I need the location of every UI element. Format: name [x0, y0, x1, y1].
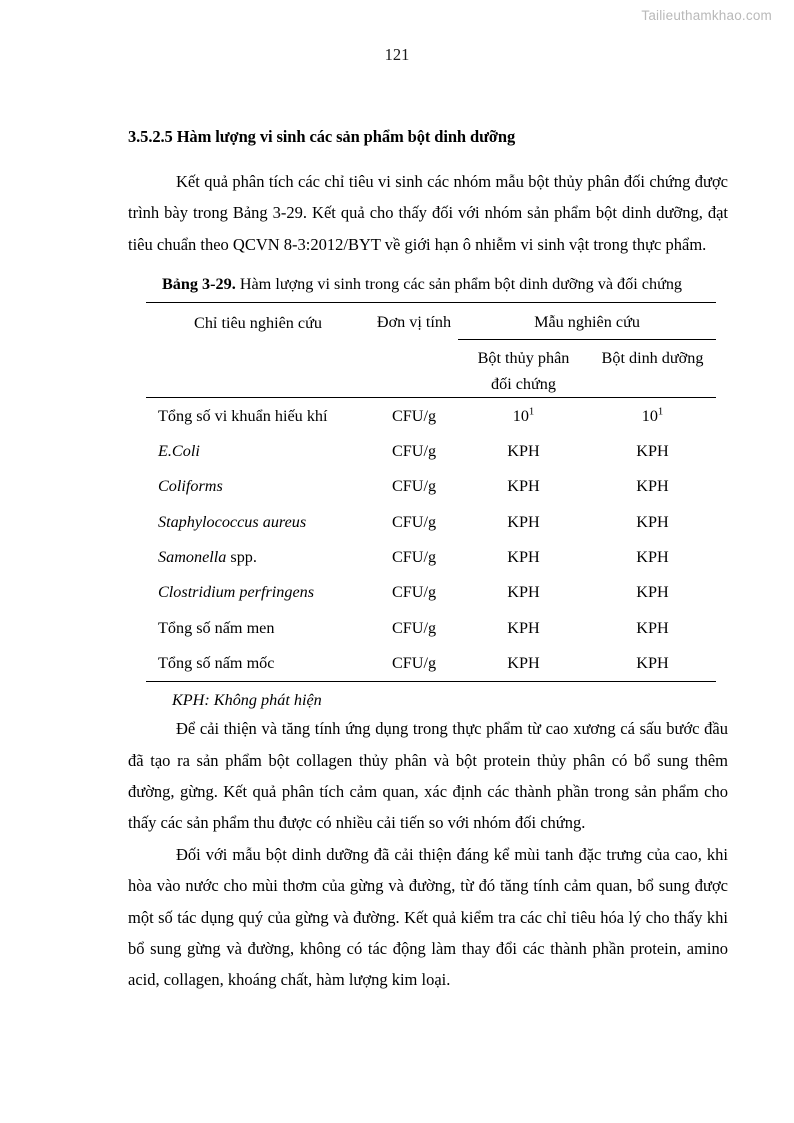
indicator-italic-part: Staphylococcus aureus: [158, 512, 307, 531]
value-base: KPH: [636, 548, 669, 567]
value-base: KPH: [636, 442, 669, 461]
header-sample-group: Mẫu nghiên cứu: [458, 303, 716, 339]
value-base: 10: [641, 406, 658, 425]
table-row: [146, 398, 716, 433]
table-rule-bottom: [146, 681, 716, 682]
row-value-control: [458, 434, 589, 469]
row-indicator-name: [146, 398, 370, 433]
row-unit: CFU/g: [391, 406, 437, 425]
row-indicator-name: [146, 469, 370, 504]
table-row: [146, 504, 716, 539]
indicator-plain-part: Tổng số vi khuẩn hiếu khí: [158, 406, 328, 425]
row-indicator-name: [146, 575, 370, 610]
table-row: [146, 434, 716, 469]
value-base: 10: [512, 406, 529, 425]
value-base: KPH: [636, 477, 669, 496]
row-unit: CFU/g: [391, 512, 437, 531]
row-indicator-name: [146, 540, 370, 575]
row-value-nutrition: [589, 575, 716, 610]
row-unit: CFU/g: [391, 583, 437, 602]
row-value-control: [458, 398, 589, 433]
watermark-text: Tailieuthamkhao.com: [641, 8, 772, 23]
row-value-nutrition: [589, 469, 716, 504]
section-heading: 3.5.2.5 Hàm lượng vi sinh các sản phẩm bột dinh dưỡng: [128, 127, 516, 146]
value-base: KPH: [636, 512, 669, 531]
row-value-control: [458, 469, 589, 504]
row-value-control: [458, 504, 589, 539]
indicator-plain-part: Tổng số nấm mốc: [158, 653, 275, 672]
table-row: [146, 610, 716, 645]
indicator-plain-part: Tổng số nấm men: [158, 618, 275, 637]
table-header-row-1: [146, 303, 716, 339]
indicator-italic-part: Samonella: [158, 548, 227, 567]
table-caption-label: Bảng 3-29.: [162, 274, 236, 293]
row-unit: CFU/g: [391, 618, 437, 637]
row-indicator-name: [146, 434, 370, 469]
paragraph-2: Để cải thiện và tăng tính ứng dụng trong thực phẩm từ cao xương cá sấu bước đầu đã tạo ra sản phẩm bột collagen thủy phân và bột protein thủy phân có bổ sung thêm đường, gừng. Kết quả phân tích cảm quan, xác định các thành phần trong sản phẩm cho thấy các sản phẩm thu được có nhiều cải tiến so với nhóm đối chứng.: [128, 719, 728, 832]
value-base: KPH: [507, 548, 540, 567]
row-indicator-name: [146, 504, 370, 539]
row-value-nutrition: [589, 610, 716, 645]
row-value-nutrition: [589, 645, 716, 681]
row-indicator-name: [146, 645, 370, 681]
value-base: KPH: [636, 583, 669, 602]
page-number: 121: [384, 45, 410, 64]
row-value-control: [458, 645, 589, 681]
table-caption-text: Hàm lượng vi sinh trong các sản phẩm bột dinh dưỡng và đối chứng: [235, 274, 683, 293]
row-value-control: [458, 540, 589, 575]
row-unit: CFU/g: [391, 477, 437, 496]
paragraph-3: Đối với mẫu bột dinh dưỡng đã cải thiện đáng kể mùi tanh đặc trưng của cao, khi hòa vào nước cho mùi thơm của gừng và đường, từ đó tăng tính cảm quan, bổ sung được một số tác dụng quý của gừng và đường. Kết quả kiểm tra các chỉ tiêu hóa lý cho thấy khi bổ sung gừng và đường, không có tác động làm thay đổi các thành phần protein, amino acid, collagen, khoáng chất, hàm lượng kim loại.: [128, 845, 728, 989]
page-content: [128, 126, 728, 995]
value-exponent: 1: [657, 405, 664, 418]
rule-line: [146, 681, 716, 682]
row-value-nutrition: [589, 398, 716, 433]
row-value-nutrition: [589, 434, 716, 469]
row-value-nutrition: [589, 504, 716, 539]
value-exponent: 1: [528, 405, 535, 418]
row-unit: CFU/g: [391, 548, 437, 567]
table-row: [146, 469, 716, 504]
header-sub-nutrition-powder: Bột dinh dưỡng: [601, 348, 704, 367]
value-base: KPH: [507, 583, 540, 602]
row-unit: CFU/g: [391, 442, 437, 461]
indicator-italic-part: Clostridium perfringens: [158, 583, 315, 602]
row-indicator-name: [146, 610, 370, 645]
row-unit: CFU/g: [391, 653, 437, 672]
value-base: KPH: [507, 653, 540, 672]
value-base: KPH: [507, 512, 540, 531]
header-indicator: Chỉ tiêu nghiên cứu: [194, 313, 322, 332]
paragraph-1: Kết quả phân tích các chỉ tiêu vi sinh các nhóm mẫu bột thủy phân đối chứng được trình bày trong Bảng 3-29. Kết quả cho thấy đối với nhóm sản phẩm bột dinh dưỡng, đạt tiêu chuẩn theo QCVN 8-3:2012/BYT về giới hạn ô nhiễm vi sinh vật trong thực phẩm.: [128, 172, 728, 254]
indicator-plain-part: spp.: [226, 548, 257, 567]
table-row: [146, 645, 716, 681]
table-row: [146, 540, 716, 575]
value-base: KPH: [636, 618, 669, 637]
row-value-control: [458, 575, 589, 610]
value-base: KPH: [507, 442, 540, 461]
table-row: [146, 575, 716, 610]
indicator-italic-part: Coliforms: [158, 477, 223, 496]
indicator-italic-part: E.Coli: [158, 442, 200, 461]
row-value-control: [458, 610, 589, 645]
header-unit: Đơn vị tính: [376, 312, 452, 331]
value-base: KPH: [507, 618, 540, 637]
value-base: KPH: [636, 653, 669, 672]
value-base: KPH: [507, 477, 540, 496]
table-footnote: KPH: Không phát hiện: [172, 690, 322, 709]
header-sub-line1: Bột thủy phân: [477, 348, 570, 367]
header-sub-hydrolyzed-control: [458, 339, 589, 397]
microbiology-results-table: [146, 302, 716, 682]
table-caption: [128, 274, 728, 295]
row-value-nutrition: [589, 540, 716, 575]
header-sub-line2: đối chứng: [491, 375, 556, 394]
